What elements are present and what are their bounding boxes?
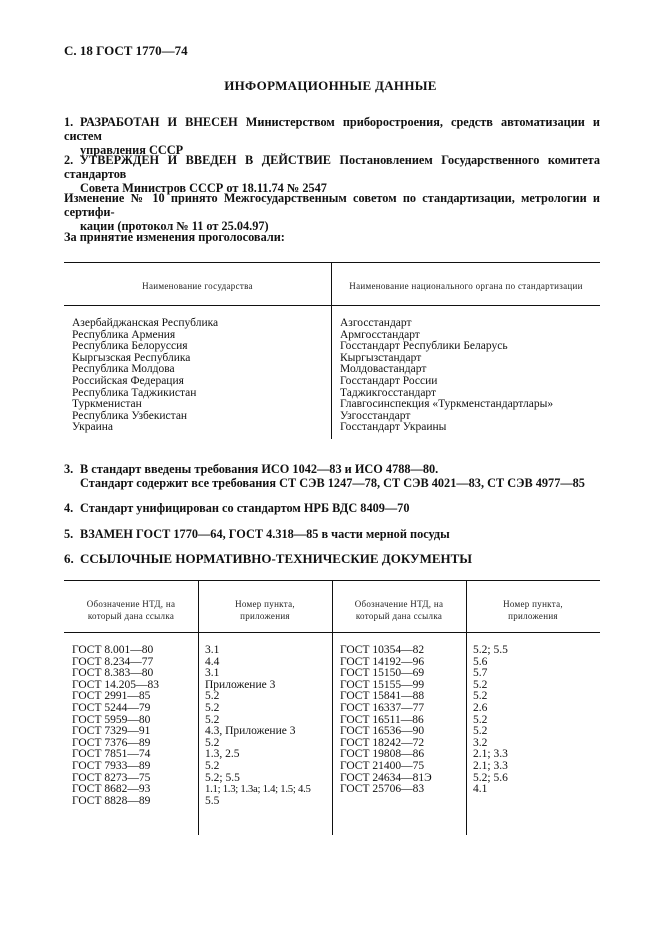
item-3-number: 3. xyxy=(64,462,74,476)
ref-point: 5.2 xyxy=(205,759,220,772)
refs-header-text: Номер пункта, xyxy=(235,599,295,609)
refs-header-point-left xyxy=(198,598,332,622)
ref-doc: ГОСТ 15841—88 xyxy=(340,690,425,703)
states-header-body: Наименование национального органа по стандартизации xyxy=(349,281,583,291)
ref-point: 4.3, Приложение 3 xyxy=(205,725,296,738)
ref-doc: ГОСТ 15155—99 xyxy=(340,678,425,691)
item-5-replaces xyxy=(64,527,600,541)
ref-point: 3.1 xyxy=(205,667,220,680)
refs-header-text: Номер пункта, xyxy=(503,599,563,609)
standards-body: Узгосстандарт xyxy=(340,409,411,422)
ref-doc: ГОСТ 8.001—80 xyxy=(72,644,154,656)
item-3-line2: Стандарт содержит все требования СТ СЭВ 1247—78, СТ СЭВ 4021—83, СТ СЭВ 4977—85 xyxy=(80,476,585,490)
ref-doc: ГОСТ 5959—80 xyxy=(72,713,151,726)
state-name: Республика Узбекистан xyxy=(72,409,188,422)
ref-point: 5.2 xyxy=(205,736,220,749)
ref-point: 5.7 xyxy=(473,667,488,680)
ref-doc: ГОСТ 8682—93 xyxy=(72,783,151,796)
state-name: Республика Молдова xyxy=(72,363,175,376)
standards-body: Госстандарт Республики Беларусь xyxy=(340,340,508,353)
voted-label: За принятие изменения проголосовали: xyxy=(64,230,285,244)
ref-doc: ГОСТ 16337—77 xyxy=(340,701,425,714)
refs-header-text: который дана ссылка xyxy=(87,611,175,621)
change-line1: Изменение № 10 принято Межгосударственным советом по стандартизации, метрологии и сертифи- xyxy=(64,191,600,219)
refs-header-text: приложения xyxy=(240,611,290,621)
ref-doc: ГОСТ 15150—69 xyxy=(340,667,425,680)
ref-point: 5.2; 5.5 xyxy=(473,644,508,656)
states-header-state: Наименование государства xyxy=(142,281,253,291)
item-4-number: 4. xyxy=(64,501,74,515)
item-3-requirements xyxy=(64,462,600,490)
ref-doc: ГОСТ 16536—90 xyxy=(340,725,425,738)
ref-doc: ГОСТ 25706—83 xyxy=(340,783,425,796)
ref-doc: ГОСТ 16511—86 xyxy=(340,713,424,726)
states-table-top-rule xyxy=(64,262,600,263)
state-name: Российская Федерация xyxy=(72,374,184,387)
ref-point: 2.6 xyxy=(473,701,488,714)
ref-doc: ГОСТ 2991—85 xyxy=(72,690,151,703)
ref-point: 5.2 xyxy=(473,713,488,726)
refs-header-ntd-right xyxy=(332,598,466,622)
state-name: Республика Таджикистан xyxy=(72,386,197,399)
ref-point: 3.1 xyxy=(205,644,220,656)
ref-doc: ГОСТ 7376—89 xyxy=(72,736,151,749)
item-6-references xyxy=(64,552,600,566)
ref-point: 1.3, 2.5 xyxy=(205,748,240,761)
refs-left-points xyxy=(205,645,311,807)
ref-point: 5.2 xyxy=(205,690,220,703)
standards-body: Главгосинспекция «Туркменстандартлары» xyxy=(340,398,554,411)
state-name: Кыргызская Республика xyxy=(72,351,191,364)
item-1-developed xyxy=(64,115,600,157)
ref-point: 5.2 xyxy=(473,725,488,738)
refs-table-header-rule xyxy=(64,632,600,633)
state-name: Азербайджанская Республика xyxy=(72,317,219,329)
state-name: Украина xyxy=(72,421,113,434)
refs-header-text: приложения xyxy=(508,611,558,621)
ref-doc: ГОСТ 8.234—77 xyxy=(72,655,154,668)
states-list xyxy=(72,318,218,434)
states-table-body-divider xyxy=(331,306,332,439)
standards-body: Молдовастандарт xyxy=(340,363,427,376)
ref-point: 4.4 xyxy=(205,655,220,668)
item-1-number: 1. xyxy=(64,115,74,129)
ref-point: 3.2 xyxy=(473,736,488,749)
item-6-number: 6. xyxy=(64,551,74,566)
ref-doc: ГОСТ 24634—81Э xyxy=(340,771,432,784)
standards-body: Госстандарт Украины xyxy=(340,421,447,434)
change-note xyxy=(64,191,600,233)
standards-body: Азгосстандарт xyxy=(340,317,412,329)
refs-header-ntd-left xyxy=(64,598,198,622)
item-4-text: Стандарт унифицирован со стандартом НРБ ВДС 8409—70 xyxy=(80,501,410,515)
ref-doc: ГОСТ 10354—82 xyxy=(340,644,425,656)
standards-body: Госстандарт России xyxy=(340,374,438,387)
ref-point: 5.2; 5.5 xyxy=(205,771,240,784)
item-2-line2: Совета Министров СССР от 18.11.74 № 2547 xyxy=(80,181,327,195)
refs-right-docs xyxy=(340,645,432,796)
refs-header-text: Обозначение НТД, на xyxy=(354,599,444,609)
item-2-line1: УТВЕРЖДЕН И ВВЕДЕН В ДЕЙСТВИЕ Постановлением Государственного комитета стандартов xyxy=(64,153,600,181)
ref-point: 5.2; 5.6 xyxy=(473,771,508,784)
item-3-line1: В стандарт введены требования ИСО 1042—83 и ИСО 4788—80. xyxy=(80,462,439,476)
ref-doc: ГОСТ 8273—75 xyxy=(72,771,151,784)
ref-point: 5.2 xyxy=(205,701,220,714)
item-6-text: ССЫЛОЧНЫЕ НОРМАТИВНО-ТЕХНИЧЕСКИЕ ДОКУМЕНТЫ xyxy=(80,551,473,566)
item-1-line1: РАЗРАБОТАН И ВНЕСЕН Министерством приборостроения, средств автоматизации и систем xyxy=(64,115,600,143)
ref-doc: ГОСТ 14192—96 xyxy=(340,655,425,668)
item-5-text: ВЗАМЕН ГОСТ 1770—64, ГОСТ 4.318—85 в части мерной посуды xyxy=(80,527,450,541)
refs-header-text: который дана ссылка xyxy=(355,611,443,621)
ref-point: 5.2 xyxy=(205,713,220,726)
refs-header-text: Обозначение НТД, на xyxy=(86,599,176,609)
ref-doc: ГОСТ 14.205—83 xyxy=(72,678,160,691)
standards-body: Кыргызстандарт xyxy=(340,351,422,364)
ref-doc: ГОСТ 5244—79 xyxy=(72,701,151,714)
standards-body: Таджикгосстандарт xyxy=(340,386,437,399)
ref-point: 1.1; 1.3; 1.3а; 1.4; 1.5; 4.5 xyxy=(205,783,311,796)
ref-point: 2.1; 3.3 xyxy=(473,748,508,761)
page-title: ИНФОРМАЦИОННЫЕ ДАННЫЕ xyxy=(224,78,437,93)
ref-point: 5.6 xyxy=(473,655,488,668)
item-4-unified xyxy=(64,501,600,515)
page-header: С. 18 ГОСТ 1770—74 xyxy=(64,43,188,58)
ref-doc: ГОСТ 18242—72 xyxy=(340,736,425,749)
item-1-line2: управления СССР xyxy=(80,143,184,157)
ref-point: 2.1; 3.3 xyxy=(473,759,508,772)
item-5-number: 5. xyxy=(64,527,74,541)
ref-point: 5.2 xyxy=(473,678,488,691)
standards-body: Армгосстандарт xyxy=(340,328,420,341)
ref-point: 5.5 xyxy=(205,794,220,807)
ref-doc: ГОСТ 8.383—80 xyxy=(72,667,154,680)
state-name: Республика Армения xyxy=(72,328,176,341)
ref-doc: ГОСТ 8828—89 xyxy=(72,794,151,807)
ref-doc: ГОСТ 19808—86 xyxy=(340,748,425,761)
refs-right-points xyxy=(473,645,508,796)
item-2-approved xyxy=(64,153,600,195)
ref-doc: ГОСТ 7933—89 xyxy=(72,759,151,772)
refs-left-docs xyxy=(72,645,159,807)
change-line2: кации (протокол № 11 от 25.04.97) xyxy=(80,219,269,233)
refs-header-point-right xyxy=(466,598,600,622)
ref-point: 5.2 xyxy=(473,690,488,703)
ref-point: 4.1 xyxy=(473,783,488,796)
states-table-header-rule xyxy=(64,305,600,306)
ref-doc: ГОСТ 21400—75 xyxy=(340,759,425,772)
item-2-number: 2. xyxy=(64,153,74,167)
ref-point: Приложение 3 xyxy=(205,678,276,691)
bodies-list xyxy=(340,318,553,434)
state-name: Республика Белоруссия xyxy=(72,340,188,353)
ref-doc: ГОСТ 7851—74 xyxy=(72,748,151,761)
state-name: Туркменистан xyxy=(72,398,142,411)
ref-doc: ГОСТ 7329—91 xyxy=(72,725,151,738)
